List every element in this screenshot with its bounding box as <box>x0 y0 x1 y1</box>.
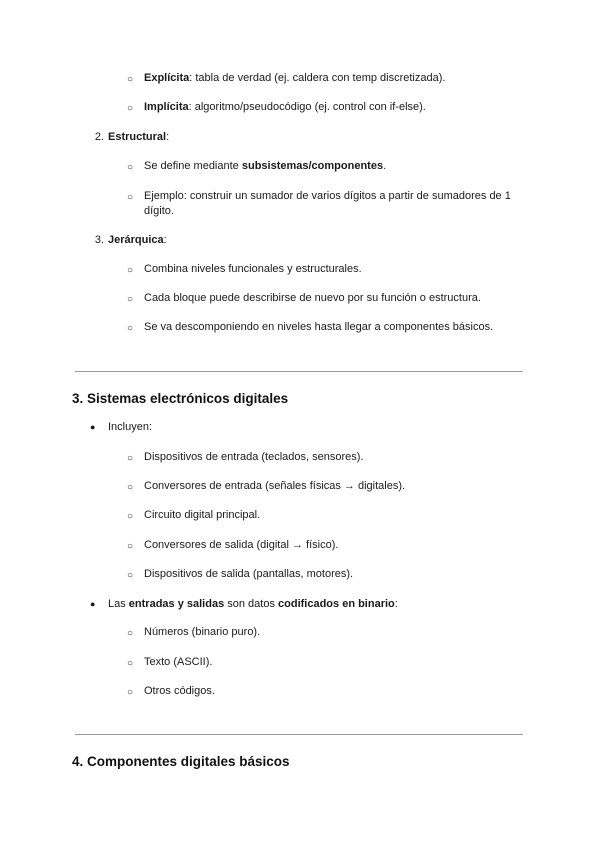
list-item-text: : <box>163 234 167 246</box>
list-item-ejemplo: Ejemplo: construir un sumador de varios dígitos a partir de sumadores de 1 dígito. <box>144 190 511 217</box>
list-item-text: : tabla de verdad (ej. caldera con temp discretizada). <box>189 72 446 84</box>
list-item-incluyen: Incluyen: <box>108 421 153 433</box>
circle-bullet-icon: ○ <box>127 294 134 305</box>
term-estructural: Estructural <box>108 131 167 143</box>
term-jerarquica: Jerárquica <box>108 234 164 246</box>
list-item: Dispositivos de salida (pantallas, motores). <box>144 568 354 580</box>
section-heading: 4. Componentes digitales básicos <box>72 754 290 769</box>
disc-bullet-icon: ● <box>90 422 96 432</box>
circle-bullet-icon: ○ <box>127 482 134 493</box>
circle-bullet-icon: ○ <box>127 687 134 698</box>
list-item-text: Las <box>108 598 129 610</box>
list-item: Números (binario puro). <box>144 626 261 638</box>
term-explicita: Explícita <box>144 72 190 84</box>
list-number: 2. <box>94 131 104 143</box>
circle-bullet-icon: ○ <box>127 192 134 203</box>
list-item: Dispositivos de entrada (teclados, sensores). <box>144 451 364 463</box>
circle-bullet-icon: ○ <box>127 570 134 581</box>
list-item: Se va descomponiendo en niveles hasta llegar a componentes básicos. <box>144 321 494 333</box>
list-item-text: : <box>166 131 170 143</box>
list-item: Conversores de entrada (señales físicas → digitales). <box>144 480 406 492</box>
circle-bullet-icon: ○ <box>127 265 134 276</box>
list-item: Texto (ASCII). <box>144 656 213 668</box>
section-heading: 3. Sistemas electrónicos digitales <box>72 391 289 406</box>
circle-bullet-icon: ○ <box>127 453 134 464</box>
list-item: Combina niveles funcionales y estructurales. <box>144 263 362 275</box>
section-divider <box>75 734 523 735</box>
section-divider <box>75 371 523 372</box>
list-item-implicita <box>144 100 524 115</box>
term-entradas-salidas: entradas y salidas <box>128 598 225 610</box>
list-item-text: : algoritmo/pseudocódigo (ej. control con if-else). <box>188 101 426 113</box>
term-codificados: codificados en binario <box>278 598 395 610</box>
list-item-entradas-salidas <box>108 597 528 612</box>
list-item: Conversores de salida (digital → físico). <box>144 539 339 551</box>
list-item-text: son datos <box>224 598 279 610</box>
list-item-text: . <box>383 160 387 172</box>
circle-bullet-icon: ○ <box>127 658 134 669</box>
list-item-explicita <box>144 71 524 86</box>
circle-bullet-icon: ○ <box>127 511 134 522</box>
list-item: Circuito digital principal. <box>144 509 261 521</box>
list-item-subsistemas <box>144 159 524 174</box>
circle-bullet-icon: ○ <box>127 74 134 85</box>
disc-bullet-icon: ● <box>90 599 96 609</box>
list-number: 3. <box>94 234 104 246</box>
circle-bullet-icon: ○ <box>127 103 134 114</box>
term-subsistemas: subsistemas/componentes <box>241 160 384 172</box>
list-item-text: Se define mediante <box>144 160 242 172</box>
list-item-jerarquica <box>108 233 167 248</box>
circle-bullet-icon: ○ <box>127 628 134 639</box>
term-implicita: Implícita <box>144 101 189 113</box>
circle-bullet-icon: ○ <box>127 323 134 334</box>
circle-bullet-icon: ○ <box>127 541 134 552</box>
circle-bullet-icon: ○ <box>127 162 134 173</box>
list-item-estructural <box>108 130 169 145</box>
list-item: Cada bloque puede describirse de nuevo por su función o estructura. <box>144 292 481 304</box>
list-item-text: : <box>394 598 398 610</box>
list-item: Otros códigos. <box>144 685 215 697</box>
